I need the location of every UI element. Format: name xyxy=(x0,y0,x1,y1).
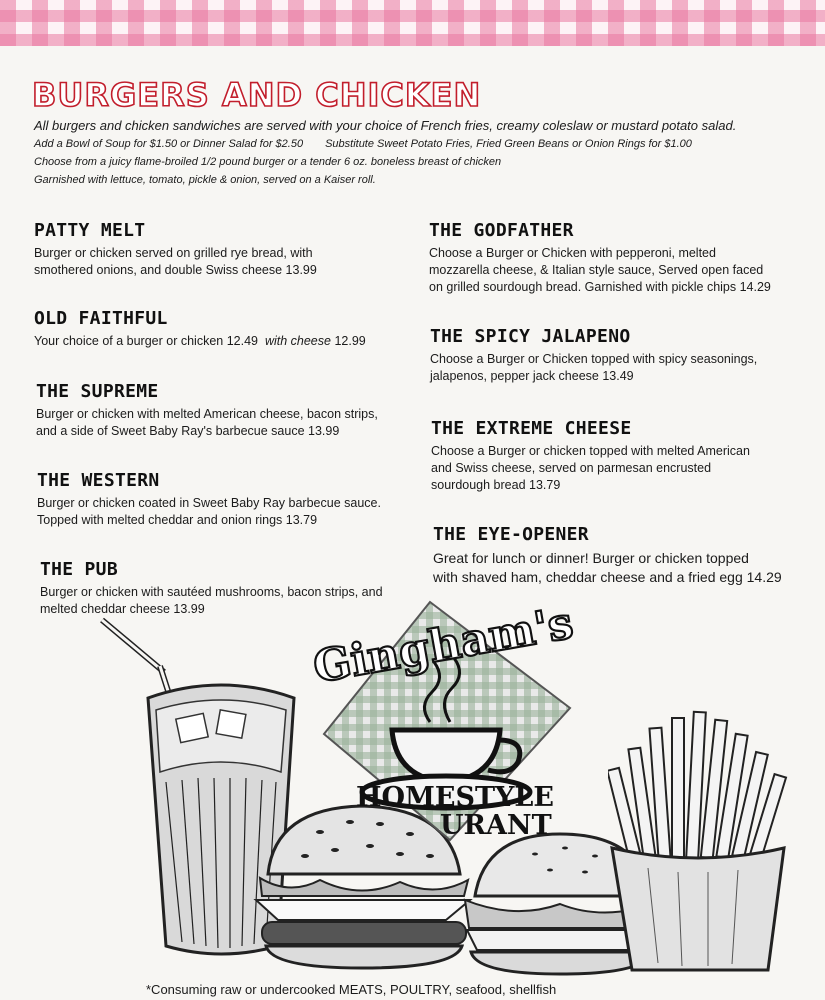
item-desc: Choose a Burger or Chicken topped with spicy seasonings, xyxy=(430,352,758,366)
gingham-border xyxy=(0,0,825,46)
menu-item-old-faithful xyxy=(34,308,366,350)
item-price-plain: Your choice of a burger or chicken 12.49 xyxy=(34,334,258,348)
item-desc: Burger or chicken served on grilled rye bread, with xyxy=(34,246,313,260)
item-name: THE GODFATHER xyxy=(429,220,574,241)
item-desc: and a side of Sweet Baby Ray's barbecue sauce 13.99 xyxy=(36,424,340,438)
menu-item-the-supreme xyxy=(36,381,378,440)
item-desc: smothered onions, and double Swiss cheese 13.99 xyxy=(34,263,317,277)
item-desc: and Swiss cheese, served on parmesan encrusted xyxy=(431,461,712,475)
item-name: THE PUB xyxy=(40,559,118,580)
item-name: OLD FAITHFUL xyxy=(34,308,168,329)
french-fries-illustration xyxy=(608,708,788,978)
item-desc: Great for lunch or dinner! Burger or chicken topped xyxy=(433,550,749,566)
intro-block xyxy=(34,118,814,192)
item-desc: mozzarella cheese, & Italian style sauce, Served open faced xyxy=(429,263,764,277)
item-name: THE SUPREME xyxy=(36,381,159,402)
item-desc: sourdough bread 13.79 xyxy=(431,478,561,492)
item-desc xyxy=(34,333,366,350)
item-desc: Choose a Burger or Chicken with pepperoni, melted xyxy=(429,246,716,260)
item-name: PATTY MELT xyxy=(34,220,146,241)
item-name: THE EXTREME CHEESE xyxy=(431,418,632,439)
item-desc: Burger or chicken with sautéed mushrooms, bacon strips, and xyxy=(40,585,383,599)
menu-item-the-spicy-jalapeno xyxy=(430,326,757,385)
item-name: THE EYE-OPENER xyxy=(433,524,589,545)
item-cheese-label: with cheese xyxy=(264,334,331,348)
section-title: BURGERS AND CHICKEN xyxy=(32,76,482,114)
item-desc: melted cheddar cheese 13.99 xyxy=(40,602,205,616)
item-desc: Topped with melted cheddar and onion rings 13.79 xyxy=(37,513,318,527)
item-desc: Choose a Burger or chicken topped with melted American xyxy=(431,444,750,458)
footnote: *Consuming raw or undercooked MEATS, POULTRY, seafood, shellfish xyxy=(146,982,557,997)
item-cheese-price: 12.99 xyxy=(334,334,366,348)
menu-item-the-eye-opener xyxy=(433,524,782,587)
intro-garnish: Garnished with lettuce, tomato, pickle & onion, served on a Kaiser roll. xyxy=(34,174,376,186)
menu-item-the-western xyxy=(37,470,381,529)
menu-item-the-godfather xyxy=(429,220,771,296)
item-desc: on grilled sourdough bread. Garnished with pickle chips 14.29 xyxy=(429,280,771,294)
item-desc: Burger or chicken with melted American cheese, bacon strips, xyxy=(36,407,378,421)
item-name: THE SPICY JALAPENO xyxy=(430,326,631,347)
item-desc: with shaved ham, cheddar cheese and a fried egg 14.29 xyxy=(433,569,782,585)
menu-item-the-extreme-cheese xyxy=(431,418,750,494)
menu-item-patty-melt xyxy=(34,220,317,279)
intro-protein: Choose from a juicy flame-broiled 1/2 pound burger or a tender 6 oz. boneless breast of chicken xyxy=(34,156,502,168)
intro-sides: All burgers and chicken sandwiches are served with your choice of French fries, creamy coleslaw or mustard potato salad. xyxy=(34,118,737,133)
item-desc: jalapenos, pepper jack cheese 13.49 xyxy=(430,369,634,383)
intro-substitute: Substitute Sweet Potato Fries, Fried Green Beans or Onion Rings for $1.00 xyxy=(325,138,692,150)
logo-name: Gingham's xyxy=(309,597,577,694)
intro-soup-salad: Add a Bowl of Soup for $1.50 or Dinner Salad for $2.50 xyxy=(34,138,304,150)
logo-tagline-1: HOMESTYLE xyxy=(356,782,554,813)
item-desc: Burger or chicken coated in Sweet Baby Ray barbecue sauce. xyxy=(37,496,381,510)
item-name: THE WESTERN xyxy=(37,470,160,491)
intro-addons xyxy=(34,138,814,150)
logo-tagline-2: URANT xyxy=(440,810,552,841)
